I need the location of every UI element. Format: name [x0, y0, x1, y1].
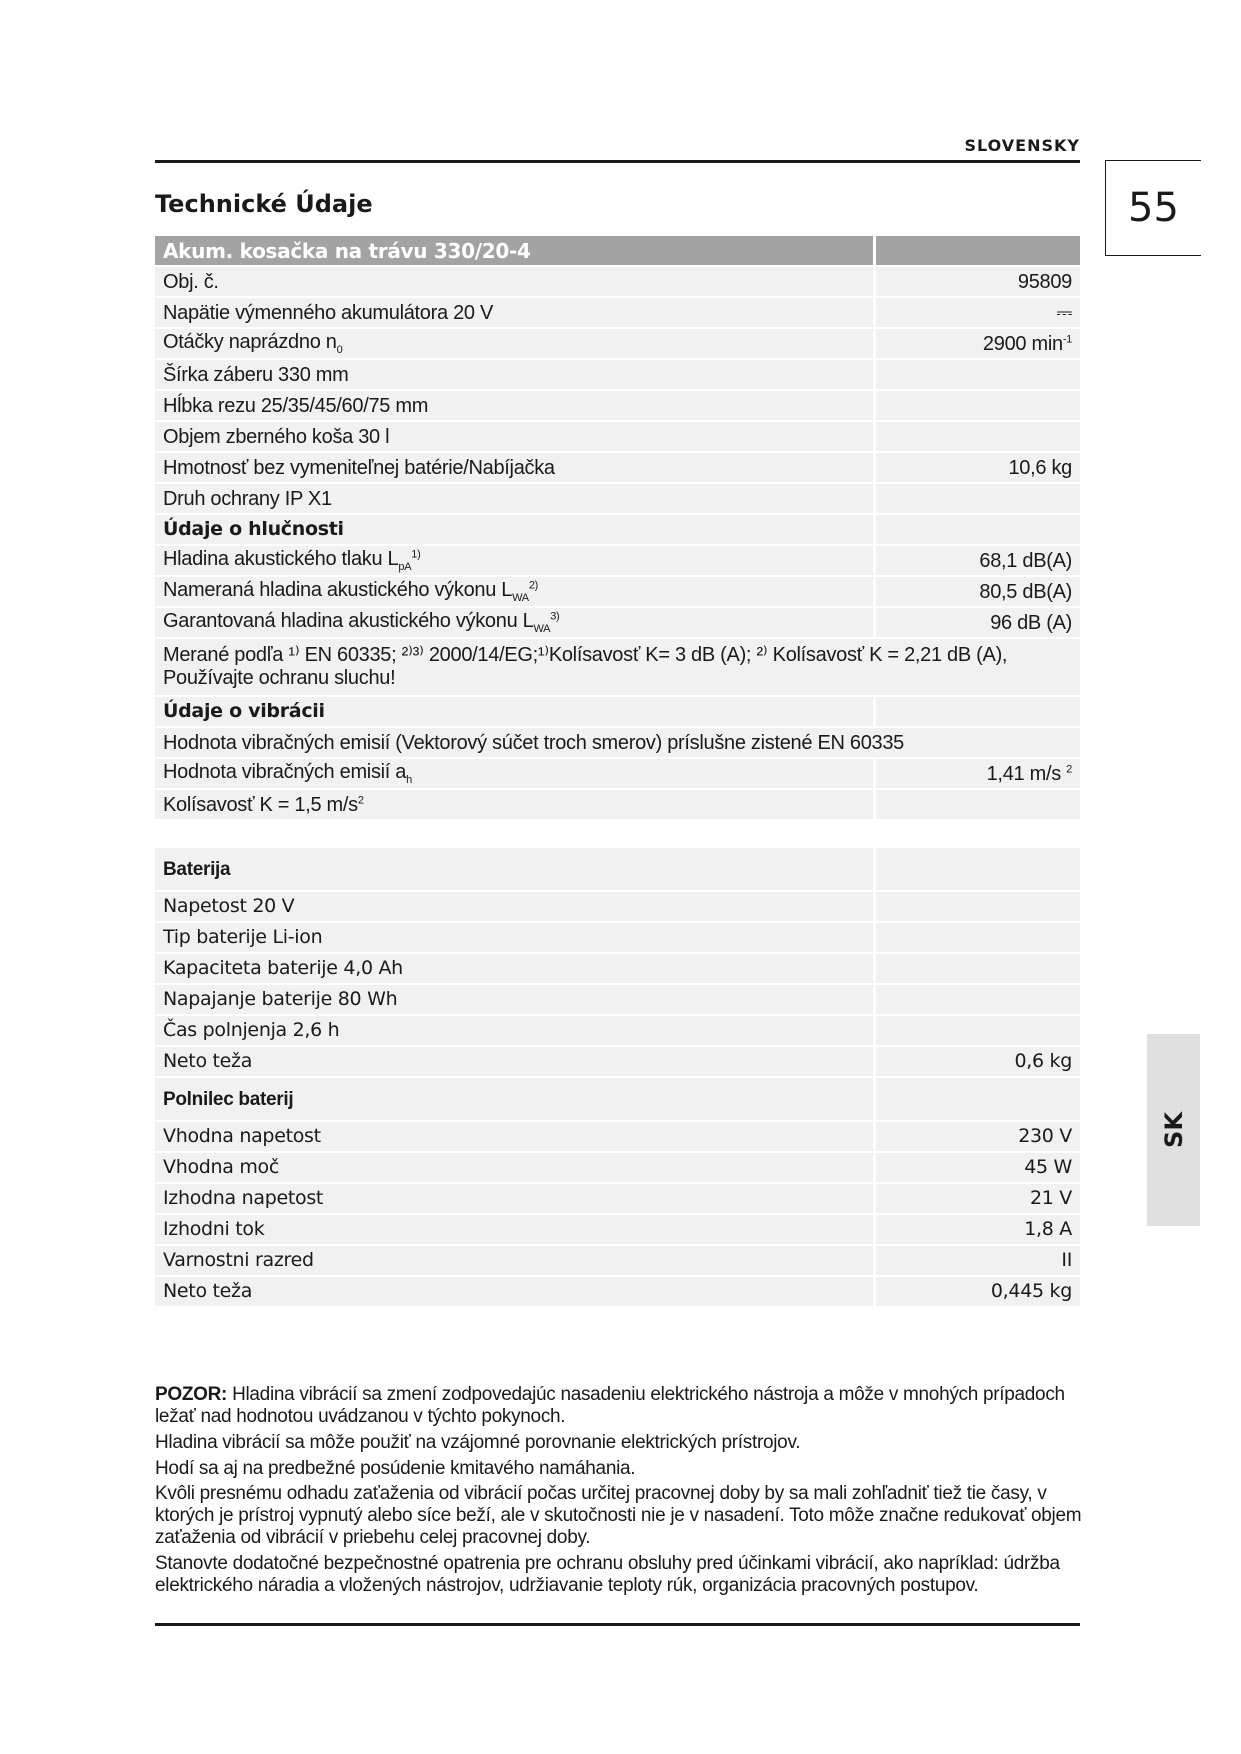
row-label	[155, 1078, 873, 1120]
table-row	[155, 1215, 1080, 1244]
table-row	[155, 1047, 1080, 1076]
row-value	[873, 236, 1080, 265]
table-row	[155, 759, 1080, 788]
label-superscript: 2)	[528, 578, 539, 591]
row-value	[873, 422, 1080, 451]
row-value-text: 95809	[1017, 270, 1072, 293]
row-label-text: Izhodni tok	[163, 1218, 265, 1240]
row-label	[155, 1047, 873, 1076]
row-label-text: Izhodna napetost	[163, 1187, 324, 1209]
table-row	[155, 329, 1080, 358]
row-label-text: Objem zberného koša 30 l	[163, 425, 390, 448]
row-value	[873, 985, 1080, 1014]
row-label	[155, 1153, 873, 1182]
row-label	[155, 985, 873, 1014]
table-row	[155, 515, 1080, 544]
row-label-text: Akum. kosačka na trávu 330/20-4	[163, 238, 531, 263]
label-subscript: h	[406, 773, 412, 786]
label-subscript: 0	[336, 343, 343, 356]
table-row	[155, 985, 1080, 1014]
table-row	[155, 577, 1080, 606]
page-number: 55	[1105, 160, 1201, 256]
row-label-text: Nameraná hladina akustického výkonu L	[163, 578, 513, 601]
row-value	[873, 484, 1080, 513]
page-title: Technické Údaje	[155, 190, 373, 218]
row-label-text: Kolísavosť K = 1,5 m/s	[163, 793, 358, 816]
language-side-tab	[1147, 1034, 1200, 1226]
row-label	[155, 360, 873, 389]
table-row	[155, 892, 1080, 921]
table-row	[155, 546, 1080, 575]
row-value	[873, 329, 1080, 358]
row-label	[155, 639, 1080, 695]
battery-charger-table	[155, 846, 1080, 1308]
table-row	[155, 298, 1080, 327]
value-superscript: -1	[1062, 332, 1072, 345]
row-label	[155, 236, 873, 265]
table-row	[155, 391, 1080, 420]
label-superscript: 3)	[550, 609, 560, 622]
row-value-text: 2900 min	[982, 332, 1063, 355]
row-label	[155, 608, 873, 637]
row-value-text: 1,41 m/s	[986, 762, 1067, 785]
note-paragraph: Hladina vibrácií sa môže použiť na vzájomné porovnanie elektrických prístrojov.	[155, 1431, 801, 1453]
row-value	[873, 577, 1080, 606]
row-label	[155, 391, 873, 420]
label-superscript: 1)	[411, 547, 421, 560]
table-row	[155, 1246, 1080, 1275]
vibration-note	[155, 1384, 1085, 1601]
row-label	[155, 1277, 873, 1306]
row-label	[155, 954, 873, 983]
row-label-text: Kapaciteta baterije 4,0 Ah	[163, 957, 403, 979]
row-value	[873, 1122, 1080, 1151]
label-subscript: WA	[512, 591, 529, 604]
note-text: Hladina vibrácií sa zmení zodpovedajúc nasadeniu elektrického nástroja a môže v mnohých prípadoch ležať nad hodnotou uvádzanou v týchto pokynoch.	[155, 1384, 1065, 1427]
row-value-text: 21 V	[1029, 1187, 1072, 1209]
table-row	[155, 790, 1080, 819]
row-label	[155, 728, 1080, 757]
row-label-text: Vhodna moč	[163, 1156, 280, 1178]
row-label-text: Napätie výmenného akumulátora 20 V	[163, 301, 494, 324]
row-label-text: Baterija	[163, 858, 231, 880]
row-label-text: Napajanje baterije 80 Wh	[163, 988, 398, 1010]
row-label-text: Polnilec baterij	[163, 1088, 294, 1110]
row-value	[873, 1184, 1080, 1213]
row-label-text: Hmotnosť bez vymeniteľnej batérie/Nabíjačka	[163, 456, 555, 479]
row-label	[155, 697, 873, 726]
row-label	[155, 892, 873, 921]
note-lead: POZOR:	[155, 1384, 228, 1405]
table-row	[155, 267, 1080, 296]
row-label-text: Hodnota vibračných emisií a	[163, 760, 407, 783]
row-label-text: Obj. č.	[163, 270, 219, 293]
row-label	[155, 453, 873, 482]
row-value-text: 230 V	[1018, 1125, 1072, 1147]
row-label-text: Údaje o vibrácii	[163, 700, 325, 722]
bottom-divider	[155, 1623, 1080, 1626]
row-label-text: Hĺbka rezu 25/35/45/60/75 mm	[163, 394, 429, 417]
row-label-text: Merané podľa ¹⁾ EN 60335; ²⁾³⁾ 2000/14/EG;¹⁾Kolísavosť K= 3 dB (A); ²⁾ Kolísavosť K = 2,21 dB (A), Používajte ochranu sluchu!	[163, 644, 1008, 689]
table-row	[155, 1277, 1080, 1306]
row-label-text: Hladina akustického tlaku L	[163, 547, 399, 570]
row-label-text: Druh ochrany IP X1	[163, 487, 332, 510]
top-divider	[155, 160, 1080, 163]
table-row	[155, 954, 1080, 983]
row-value-text: 68,1 dB(A)	[979, 549, 1072, 572]
table-row	[155, 697, 1080, 726]
label-subscript: WA	[533, 622, 551, 635]
row-value	[873, 546, 1080, 575]
row-value	[873, 453, 1080, 482]
row-label	[155, 1215, 873, 1244]
row-label-text: Hodnota vibračných emisií (Vektorový súčet troch smerov) príslušne zistené EN 60335	[163, 731, 904, 754]
row-value-text: 80,5 dB(A)	[979, 580, 1072, 603]
row-label-text: Neto teža	[163, 1050, 253, 1072]
table-row	[155, 484, 1080, 513]
language-label: SLOVENSKY	[964, 136, 1080, 155]
note-paragraph: Hodí sa aj na predbežné posúdenie kmitavého namáhania.	[155, 1457, 636, 1479]
table-row	[155, 848, 1080, 890]
row-label-text: Šírka záberu 330 mm	[163, 363, 349, 386]
row-value	[873, 759, 1080, 788]
row-label	[155, 1184, 873, 1213]
row-value	[873, 1016, 1080, 1045]
row-label-text: Napetost 20 V	[163, 895, 295, 917]
row-value	[873, 1246, 1080, 1275]
row-value	[873, 1277, 1080, 1306]
table-row	[155, 360, 1080, 389]
row-value	[873, 697, 1080, 726]
row-value-text: 0,445 kg	[990, 1280, 1072, 1302]
row-value	[873, 298, 1080, 327]
table-row	[155, 1122, 1080, 1151]
row-value	[873, 1047, 1080, 1076]
row-label	[155, 1016, 873, 1045]
label-superscript: 2	[357, 793, 364, 806]
row-label	[155, 546, 873, 575]
table-row	[155, 1016, 1080, 1045]
row-value-text: ⎓	[1056, 301, 1072, 324]
row-label	[155, 422, 873, 451]
row-label	[155, 267, 873, 296]
label-subscript: pA	[398, 560, 412, 573]
row-label	[155, 577, 873, 606]
row-label-text: Otáčky naprázdno n	[163, 330, 337, 353]
row-label	[155, 515, 873, 544]
table-row	[155, 1153, 1080, 1182]
side-tab-label: SK	[1159, 1112, 1188, 1148]
row-value	[873, 1153, 1080, 1182]
row-value	[873, 790, 1080, 819]
value-superscript: 2	[1066, 762, 1072, 775]
row-label-text: Vhodna napetost	[163, 1125, 321, 1147]
row-value-text: 10,6 kg	[1008, 456, 1072, 479]
table-row	[155, 236, 1080, 265]
row-value-text: 45 W	[1024, 1156, 1072, 1178]
row-value	[873, 391, 1080, 420]
table-row	[155, 639, 1080, 695]
row-label	[155, 329, 873, 358]
row-label-text: Neto teža	[163, 1280, 253, 1302]
row-value-text: 0,6 kg	[1014, 1050, 1072, 1072]
row-label-text: Tip baterije Li-ion	[163, 926, 323, 948]
row-value	[873, 608, 1080, 637]
row-value	[873, 892, 1080, 921]
row-label	[155, 759, 873, 788]
table-row	[155, 728, 1080, 757]
note-paragraph	[155, 1384, 1085, 1428]
row-label	[155, 923, 873, 952]
row-value	[873, 1215, 1080, 1244]
technical-data-table	[155, 234, 1080, 821]
row-label	[155, 1246, 873, 1275]
table-row	[155, 1078, 1080, 1120]
row-value	[873, 267, 1080, 296]
row-label-text: Garantovaná hladina akustického výkonu L	[163, 609, 534, 632]
row-value	[873, 923, 1080, 952]
row-label	[155, 790, 873, 819]
row-value-text: II	[1061, 1249, 1072, 1271]
row-value-text: 96 dB (A)	[990, 611, 1072, 634]
table-row	[155, 923, 1080, 952]
row-value	[873, 954, 1080, 983]
table-row	[155, 1184, 1080, 1213]
row-label	[155, 848, 873, 890]
row-value	[873, 848, 1080, 890]
row-value	[873, 360, 1080, 389]
row-value	[873, 1078, 1080, 1120]
row-value-text: 1,8 A	[1024, 1218, 1072, 1240]
row-label-text: Čas polnjenja 2,6 h	[163, 1019, 340, 1041]
table-row	[155, 608, 1080, 637]
table-row	[155, 453, 1080, 482]
row-label	[155, 298, 873, 327]
row-value	[873, 515, 1080, 544]
row-label-text: Údaje o hlučnosti	[163, 518, 344, 540]
row-label-text: Varnostni razred	[163, 1249, 314, 1271]
row-label	[155, 484, 873, 513]
row-label	[155, 1122, 873, 1151]
note-paragraph: Kvôli presnému odhadu zaťaženia od vibrácií počas určitej pracovnej doby by sa mali zohľadniť tiež tie časy, v ktorých je prístroj vypnutý alebo síce beží, ale v skutočnosti nie je v nasadení. Toto môže značne redukovať objem zaťaženia od vibrácií v priebehu celej pracovnej doby.	[155, 1483, 1082, 1549]
note-paragraph: Stanovte dodatočné bezpečnostné opatrenia pre ochranu obsluhy pred účinkami vibrácií, ako napríklad: údržba elektrického náradia a vložených nástrojov, udržiavanie teploty rúk, organizácia pracovných postupov.	[155, 1552, 1060, 1596]
table-row	[155, 422, 1080, 451]
